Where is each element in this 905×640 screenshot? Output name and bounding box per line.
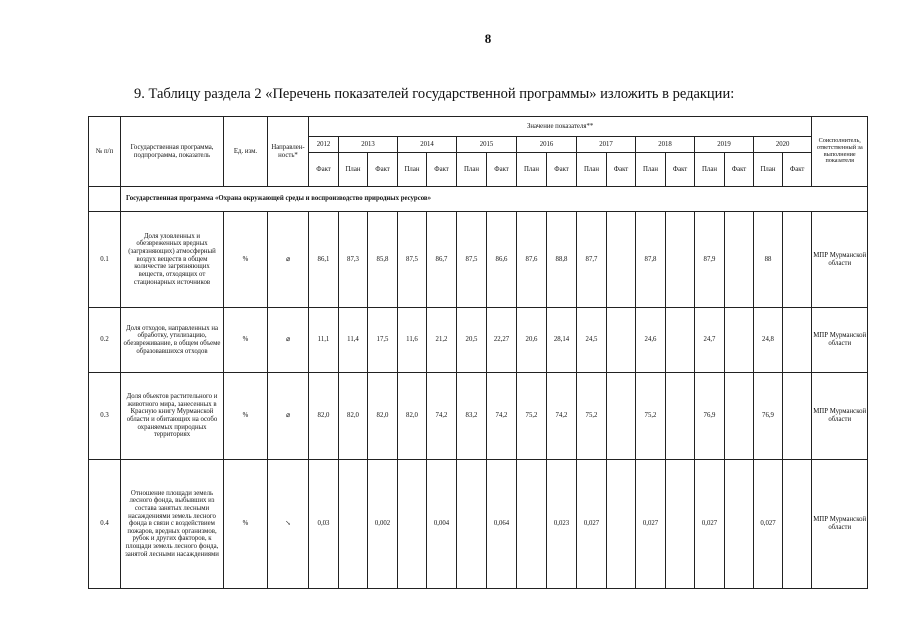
value-cell: 0,027: [636, 460, 666, 589]
value-cell: 24,5: [577, 308, 607, 373]
row-num: 0.1: [89, 212, 121, 308]
value-cell: [607, 373, 636, 460]
value-cell: 88,8: [547, 212, 577, 308]
value-cell: 75,2: [577, 373, 607, 460]
value-cell: 85,8: [368, 212, 398, 308]
year-header: 2020: [754, 137, 812, 153]
value-cell: 11,4: [339, 308, 368, 373]
sub-header: План: [577, 153, 607, 187]
year-header: 2019: [695, 137, 754, 153]
value-cell: 74,2: [547, 373, 577, 460]
value-cell: [725, 460, 754, 589]
header-name: Государственная программа, подпрограмма, показатель: [121, 117, 224, 187]
value-cell: 0,064: [487, 460, 517, 589]
year-header: 2012: [309, 137, 339, 153]
sub-header: Факт: [309, 153, 339, 187]
sub-header: Факт: [547, 153, 577, 187]
value-cell: 86,7: [427, 212, 457, 308]
indicators-table: [88, 116, 868, 589]
row-executor: МПР Мурманской области: [812, 460, 868, 589]
value-cell: 11,6: [398, 308, 427, 373]
value-cell: 86,1: [309, 212, 339, 308]
row-executor: МПР Мурманской области: [812, 373, 868, 460]
row-unit: %: [224, 212, 268, 308]
value-cell: [725, 373, 754, 460]
value-cell: [666, 460, 695, 589]
sub-header: План: [457, 153, 487, 187]
value-cell: 87,8: [636, 212, 666, 308]
value-cell: [783, 308, 812, 373]
sub-header: Факт: [666, 153, 695, 187]
year-header: 2015: [457, 137, 517, 153]
value-cell: 0,023: [547, 460, 577, 589]
row-name: Доля отходов, направленных на обработку, утилизацию, обезвреживание, в общем объеме образовавшихся отходов: [121, 308, 224, 373]
value-cell: [607, 460, 636, 589]
row-direction: ⌀: [268, 373, 309, 460]
sub-header: План: [398, 153, 427, 187]
value-cell: [607, 212, 636, 308]
value-cell: 0,027: [695, 460, 725, 589]
value-cell: 83,2: [457, 373, 487, 460]
table-row: [89, 212, 868, 308]
value-cell: 74,2: [487, 373, 517, 460]
value-cell: [783, 460, 812, 589]
value-cell: 0,002: [368, 460, 398, 589]
value-cell: [339, 460, 368, 589]
value-cell: 24,7: [695, 308, 725, 373]
value-cell: 74,2: [427, 373, 457, 460]
year-header: 2016: [517, 137, 577, 153]
header-executor: Соисполнитель, ответственный за выполнение показателя: [812, 117, 868, 187]
value-cell: 24,6: [636, 308, 666, 373]
value-cell: 88: [754, 212, 783, 308]
sub-header: Факт: [783, 153, 812, 187]
row-direction: ⌀: [268, 212, 309, 308]
value-cell: [666, 373, 695, 460]
row-name: Доля объектов растительного и животного мира, занесенных в Красную книгу Мурманской области и обитающих на особо охраняемых природных территориях: [121, 373, 224, 460]
row-name: Доля уловленных и обезвреженных вредных (загрязняющих) атмосферный воздух веществ в общем количестве загрязняющих веществ, отходящих от стационарных источников: [121, 212, 224, 308]
value-cell: [783, 212, 812, 308]
header-unit: Ед. изм.: [224, 117, 268, 187]
row-unit: %: [224, 460, 268, 589]
value-cell: 87,5: [457, 212, 487, 308]
program-title: Государственная программа «Охрана окружающей среды и воспроизводство природных ресурсов»: [121, 187, 868, 212]
row-unit: %: [224, 373, 268, 460]
value-cell: [607, 308, 636, 373]
value-cell: [783, 373, 812, 460]
year-header: 2017: [577, 137, 636, 153]
sub-header: Факт: [427, 153, 457, 187]
year-header: 2014: [398, 137, 457, 153]
sub-header: План: [339, 153, 368, 187]
value-cell: 11,1: [309, 308, 339, 373]
year-header: 2018: [636, 137, 695, 153]
value-cell: [725, 212, 754, 308]
header-direction: Направлен-ность*: [268, 117, 309, 187]
value-cell: [398, 460, 427, 589]
sub-header: План: [695, 153, 725, 187]
header-num: № п/п: [89, 117, 121, 187]
header-value-group: Значение показателя**: [309, 117, 812, 137]
value-cell: 0,03: [309, 460, 339, 589]
value-cell: 20,6: [517, 308, 547, 373]
table-row: [89, 308, 868, 373]
value-cell: 21,2: [427, 308, 457, 373]
table-row: [89, 460, 868, 589]
value-cell: 0,004: [427, 460, 457, 589]
value-cell: 82,0: [398, 373, 427, 460]
row-executor: МПР Мурманской области: [812, 308, 868, 373]
value-cell: 28,14: [547, 308, 577, 373]
value-cell: 76,9: [754, 373, 783, 460]
row-executor: МПР Мурманской области: [812, 212, 868, 308]
value-cell: 0,027: [754, 460, 783, 589]
page-number: 8: [484, 31, 492, 46]
value-cell: 76,9: [695, 373, 725, 460]
value-cell: 87,5: [398, 212, 427, 308]
row-unit: %: [224, 308, 268, 373]
value-cell: 22,27: [487, 308, 517, 373]
value-cell: 87,6: [517, 212, 547, 308]
value-cell: 75,2: [517, 373, 547, 460]
value-cell: 24,8: [754, 308, 783, 373]
value-cell: 0,027: [577, 460, 607, 589]
section-heading: 9. Таблицу раздела 2 «Перечень показателей государственной программы» изложить в редакции:: [134, 86, 735, 102]
sub-header: План: [754, 153, 783, 187]
value-cell: 87,7: [577, 212, 607, 308]
value-cell: 82,0: [339, 373, 368, 460]
value-cell: 75,2: [636, 373, 666, 460]
value-cell: 82,0: [368, 373, 398, 460]
table-row: [89, 373, 868, 460]
row-direction: ⌀: [268, 308, 309, 373]
value-cell: 20,5: [457, 308, 487, 373]
row-num: 0.4: [89, 460, 121, 589]
value-cell: [517, 460, 547, 589]
value-cell: 17,5: [368, 308, 398, 373]
row-direction: ↘: [268, 460, 309, 589]
sub-header: План: [517, 153, 547, 187]
sub-header: Факт: [368, 153, 398, 187]
sub-header: План: [636, 153, 666, 187]
value-cell: [666, 308, 695, 373]
program-row: [89, 187, 868, 212]
value-cell: [457, 460, 487, 589]
row-name: Отношение площади земель лесного фонда, выбывших из состава занятых лесными насаждениями земель лесного фонда в связи с воздействием пожаров, вредных организмов, рубок и других факторов, к площади земель лесного фонда, занятой лесными насаждениями: [121, 460, 224, 589]
value-cell: 82,0: [309, 373, 339, 460]
row-num: 0.2: [89, 308, 121, 373]
row-num: 0.3: [89, 373, 121, 460]
value-cell: 86,6: [487, 212, 517, 308]
sub-header: Факт: [725, 153, 754, 187]
sub-header: Факт: [607, 153, 636, 187]
year-header: 2013: [339, 137, 398, 153]
sub-header: Факт: [487, 153, 517, 187]
value-cell: 87,9: [695, 212, 725, 308]
value-cell: [666, 212, 695, 308]
value-cell: [725, 308, 754, 373]
value-cell: 87,3: [339, 212, 368, 308]
